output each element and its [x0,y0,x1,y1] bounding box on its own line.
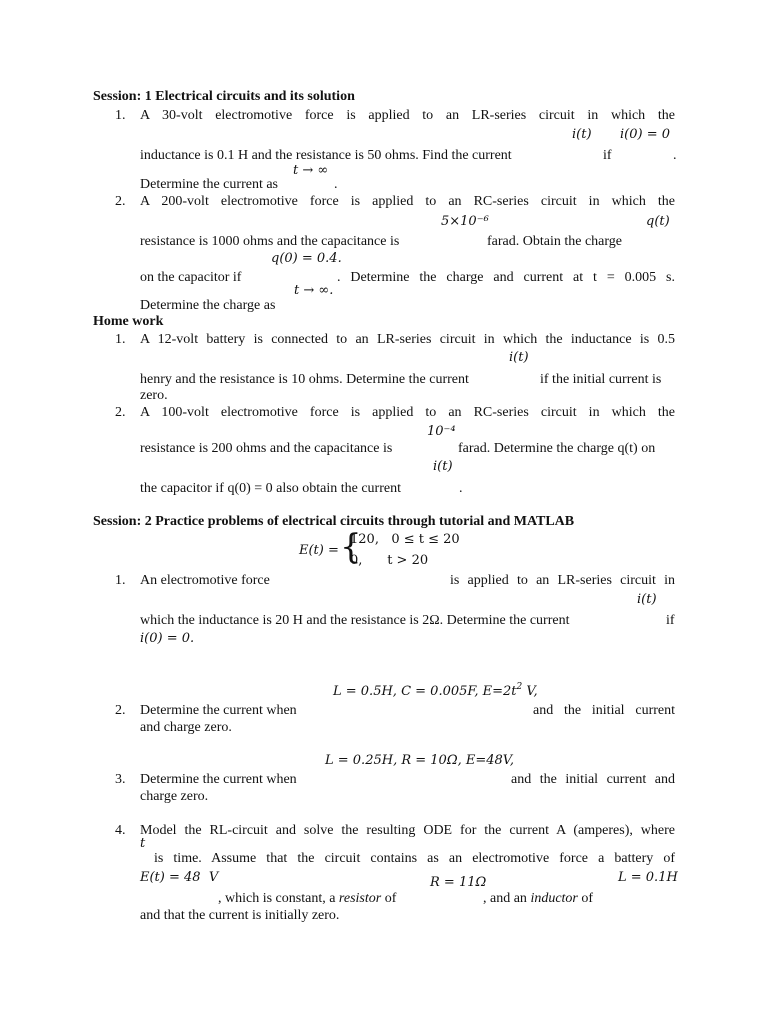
problem-text: is time. Assume that the circuit contains as an electromotive force a battery of [154,851,675,866]
problem-text: farad. Determine the charge q(t) on [458,441,656,456]
problem-text: . [673,148,677,163]
math-expression: q(t) [646,214,670,229]
math-expression: t → ∞. [294,283,334,298]
math-expression: t [140,836,146,851]
problem-text: Determine the current as [140,177,278,192]
math-expression: i(t) [637,592,657,607]
math-expression: q(0) = 0.4. [271,251,342,266]
problem-text: if the initial current is [540,372,662,387]
formula: L = 0.25H, R = 10Ω, E=48V, [325,753,515,768]
session-1-heading: Session: 1 Electrical circuits and its solution [93,89,355,104]
piecewise-brace: { [340,527,362,567]
problem-text: Determine the current when [140,703,297,718]
math-expression: i(0) = 0. [140,631,195,646]
piecewise-row: 0, t > 20 [350,553,429,568]
problem-text: resistance is 1000 ohms and the capacitance is [140,234,400,249]
problem-number: 1. [115,573,126,588]
piecewise-row: 120, 0 ≤ t ≤ 20 [350,532,460,547]
problem-number: 3. [115,772,126,787]
math-expression: 5×10⁻⁶ [441,214,489,229]
problem-number: 2. [115,703,126,718]
session-2-heading: Session: 2 Practice problems of electrical circuits through tutorial and MATLAB [93,514,575,529]
problem-number: 1. [115,332,126,347]
problem-number: 1. [115,108,126,123]
math-expression: i(t) [572,127,592,142]
problem-text: zero. [140,388,168,403]
homework-heading: Home work [93,314,164,329]
problem-text: the capacitor if q(0) = 0 also obtain the current [140,481,401,496]
problem-text: Determine the charge as [140,298,276,313]
problem-text: . [334,177,338,192]
problem-text: henry and the resistance is 10 ohms. Determine the current [140,372,469,387]
problem-number: 2. [115,194,126,209]
piecewise-lhs: E(t) = [299,543,339,558]
problem-text: on the capacitor if [140,270,242,285]
problem-text: is applied to an LR-series circuit in [450,573,675,588]
problem-text: which the inductance is 20 H and the resistance is 2Ω. Determine the current [140,613,570,628]
problem-text: Determine the current when [140,772,297,787]
problem-text: . Determine the charge and current at t = 0.005 s. [337,270,675,285]
problem-text: and that the current is initially zero. [140,908,340,923]
problem-text: Model the RL-circuit and solve the resulting ODE for the current A (amperes), where [140,823,675,838]
problem-text: and the initial current [533,703,675,718]
problem-text: if [603,148,612,163]
problem-text: A 12-volt battery is connected to an LR-series circuit in which the inductance is 0.5 [140,332,675,347]
formula: L = 0.5H, C = 0.005F, $E=2t^2$ V, [333,682,538,699]
problem-text: A 30-volt electromotive force is applied to an LR-series circuit in which the [140,108,675,123]
problem-text: and charge zero. [140,720,232,735]
problem-text: An electromotive force [140,573,270,588]
math-expression: E(t) = 48 V [140,870,219,885]
problem-number: 2. [115,405,126,420]
problem-text: inductance is 0.1 H and the resistance is 50 ohms. Find the current [140,148,512,163]
problem-text: and the initial current and [511,772,675,787]
math-expression: t → ∞ [293,163,329,178]
problem-text: if [666,613,675,628]
problem-number: 4. [115,823,126,838]
problem-text: , which is constant, a resistor of [218,891,397,906]
math-expression: i(t) [509,350,529,365]
math-expression: L = 0.1H [618,870,678,885]
math-expression: i(0) = 0 [620,127,671,142]
problem-text: . [459,481,463,496]
problem-text: charge zero. [140,789,209,804]
math-expression: 10⁻⁴ [427,424,456,439]
problem-text: resistance is 200 ohms and the capacitance is [140,441,393,456]
problem-text: A 100-volt electromotive force is applied to an RC-series circuit in which the [140,405,675,420]
problem-text: A 200-volt electromotive force is applied to an RC-series circuit in which the [140,194,675,209]
problem-text: farad. Obtain the charge [487,234,623,249]
math-expression: R = 11Ω [430,875,487,890]
problem-text: , and an inductor of [483,891,594,906]
math-expression: i(t) [433,459,453,474]
